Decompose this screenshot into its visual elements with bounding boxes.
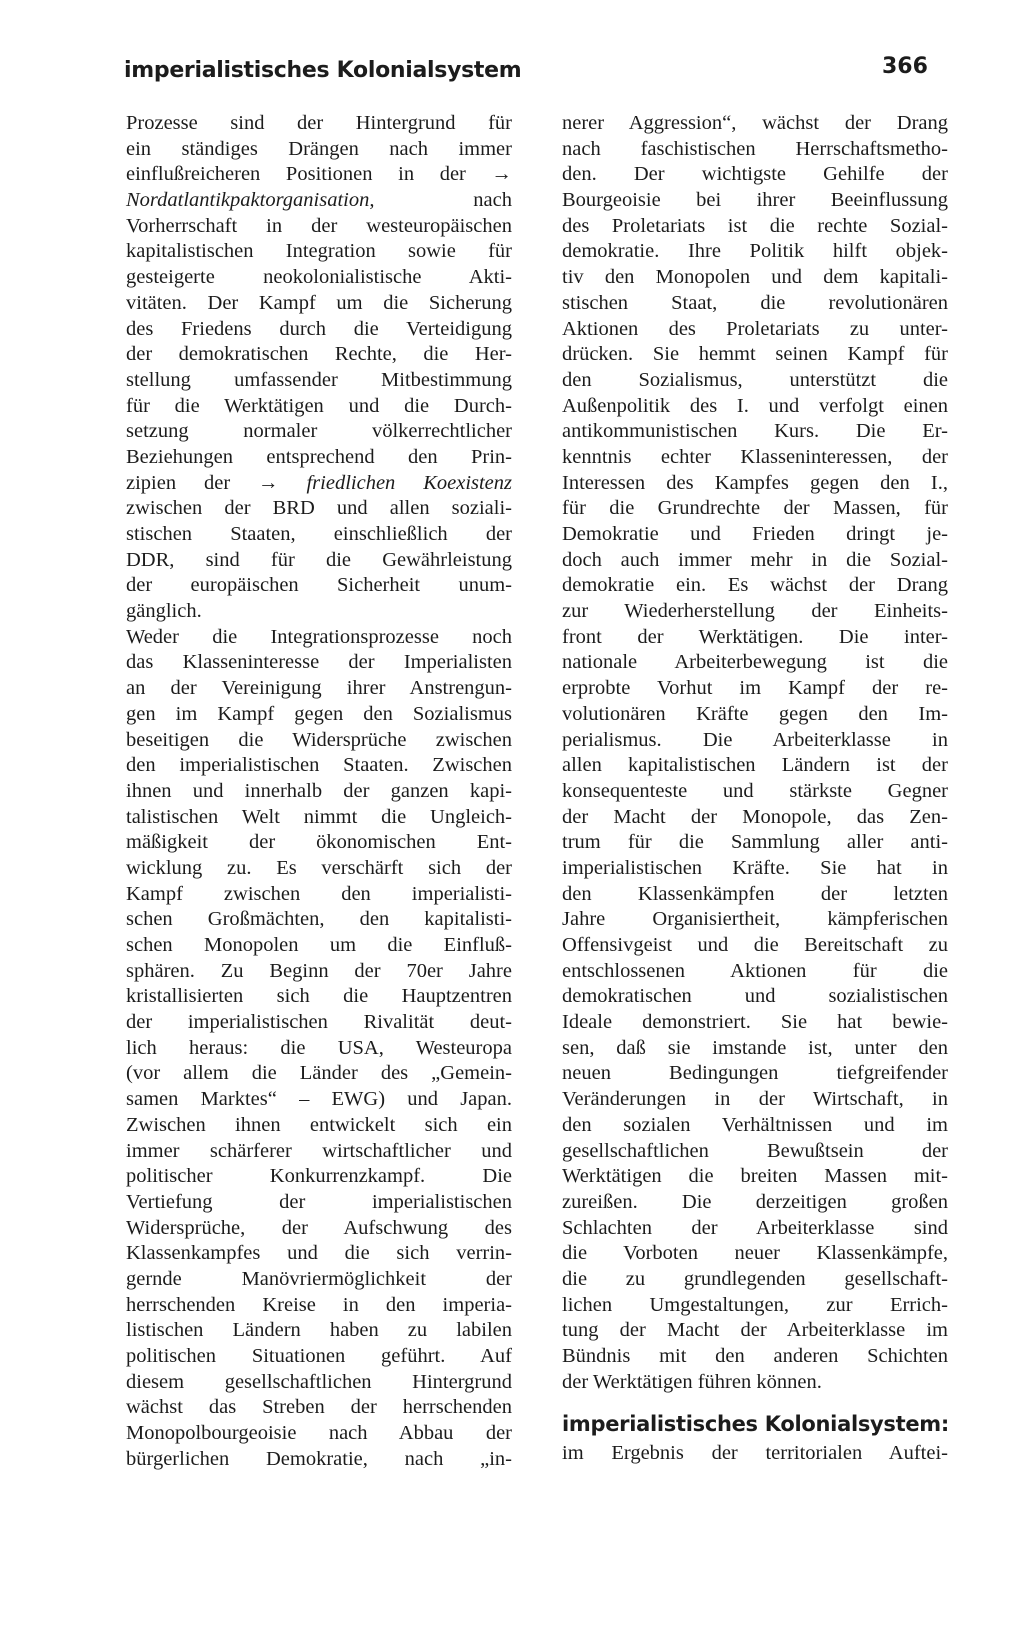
text-line: Prozesse sind der Hintergrund für — [126, 112, 512, 134]
text-line: Demokratie und Frieden dringt je- — [562, 523, 948, 545]
running-header-title: imperialistisches Kolonialsystem — [124, 58, 522, 83]
text-line: doch auch immer mehr in die Sozial- — [562, 548, 948, 571]
text-line: lich heraus: die USA, Westeuropa — [126, 1036, 512, 1059]
text-line: sphären. Zu Beginn der 70er Jahre — [126, 959, 512, 982]
text-line: Weder die Integrationsprozesse noch — [126, 625, 512, 648]
text-line: der europäischen Sicherheit unum- — [126, 574, 512, 597]
text-line: sen, daß sie imstande ist, unter den — [562, 1036, 948, 1059]
text-line: schen Monopolen um die Einfluß- — [126, 934, 512, 956]
text-line: entschlossenen Aktionen für die — [562, 959, 948, 982]
text-line: die zu grundlegenden gesellschaft- — [562, 1267, 948, 1290]
line-text: zipien der → — [126, 471, 307, 494]
text-line: nerer Aggression“, wächst der Drang — [562, 112, 948, 134]
page-number: 366 — [882, 54, 928, 79]
text-line: den imperialistischen Staaten. Zwischen — [126, 754, 512, 777]
text-line: trum für die Sammlung aller anti- — [562, 831, 948, 854]
text-line: diesem gesellschaftlichen Hintergrund — [126, 1370, 512, 1393]
text-line: erprobte Vorhut im Kampf der re- — [562, 677, 948, 700]
text-line: neuen Bedingungen tiefgreifender — [562, 1062, 948, 1085]
text-line: ein ständiges Drängen nach immer — [126, 137, 512, 160]
text-line: immer schärferer wirtschaftlicher und — [126, 1139, 512, 1162]
text-line: Widersprüche, der Aufschwung des — [126, 1216, 512, 1239]
text-line: den. Der wichtigste Gehilfe der — [562, 163, 948, 186]
text-line: Aktionen des Proletariats zu unter- — [562, 317, 948, 340]
text-line: gernde Manövriermöglichkeit der — [126, 1267, 512, 1290]
text-line: der Werktätigen führen können. — [562, 1370, 822, 1393]
text-line: perialismus. Die Arbeiterklasse in — [562, 728, 948, 751]
text-line: Vorherrschaft in der westeuropäischen — [126, 214, 512, 237]
text-line: demokratischen und sozialistischen — [562, 985, 948, 1008]
text-line: den sozialen Verhältnissen und im — [562, 1113, 948, 1136]
text-line: der Macht der Monopole, das Zen- — [562, 805, 948, 828]
right-text-column — [562, 111, 948, 1467]
text-line: bürgerlichen Demokratie, nach „in- — [126, 1447, 512, 1470]
italic-term: friedlichen Koexistenz — [306, 471, 513, 494]
text-line: nach faschistischen Herrschaftsmetho- — [562, 137, 948, 160]
text-line: für die Grundrechte der Massen, für — [562, 497, 948, 520]
text-line: Jahre Organisiertheit, kämpferischen — [562, 908, 948, 931]
text-line: Klassenkampfes und die sich verrin- — [126, 1242, 512, 1265]
text-line: Offensivgeist und die Bereitschaft zu — [562, 934, 948, 956]
text-line: lichen Umgestaltungen, zur Errich- — [562, 1293, 948, 1316]
text-line: den Sozialismus, unterstützt die — [562, 368, 948, 391]
text-line: herrschenden Kreise in den imperia- — [126, 1293, 512, 1316]
text-line: zwischen der BRD und allen soziali- — [126, 497, 512, 520]
text-line: demokratie. Ihre Politik hilft objek- — [562, 240, 948, 263]
text-line: beseitigen die Widersprüche zwischen — [126, 728, 512, 751]
text-line: Werktätigen die breiten Massen mit- — [562, 1165, 948, 1188]
text-line: Bündnis mit den anderen Schichten — [562, 1345, 948, 1367]
text-line: gen im Kampf gegen den Sozialismus — [126, 702, 512, 725]
line-text: nach — [374, 189, 512, 212]
text-line: konsequenteste und stärkste Gegner — [562, 779, 948, 802]
text-line: politischer Konkurrenzkampf. Die — [126, 1165, 512, 1188]
text-line: antikommunistischen Kurs. Die Er- — [562, 420, 948, 443]
text-line: (vor allem die Länder des „Gemein- — [126, 1062, 512, 1085]
text-line: drücken. Sie hemmt seinen Kampf für — [562, 343, 948, 366]
text-line: Kampf zwischen den imperialisti- — [126, 882, 512, 905]
text-line: einflußreicheren Positionen in der → — [126, 163, 512, 186]
text-line: ihnen und innerhalb der ganzen kapi- — [126, 779, 512, 802]
italic-term: Nordatlantikpaktorganisation, — [126, 189, 375, 212]
text-line: die Vorboten neuer Klassenkämpfe, — [562, 1242, 948, 1265]
entry-first-line: im Ergebnis der territorialen Auftei- — [562, 1442, 948, 1465]
text-line: vitäten. Der Kampf um die Sicherung — [126, 291, 512, 314]
text-line: kenntnis echter Klasseninteressen, der — [562, 445, 948, 468]
text-line: das Klasseninteresse der Imperialisten — [126, 651, 512, 674]
text-line: politischen Situationen geführt. Auf — [126, 1345, 512, 1367]
text-line: der imperialistischen Rivalität deut- — [126, 1011, 512, 1034]
text-line: listischen Ländern haben zu labilen — [126, 1319, 512, 1342]
text-line: DDR, sind für die Gewährleistung — [126, 548, 512, 571]
text-line: tung der Macht der Arbeiterklasse im — [562, 1319, 948, 1342]
text-line: zur Wiederherstellung der Einheits- — [562, 600, 948, 623]
text-line: Interessen des Kampfes gegen den I., — [562, 471, 948, 494]
text-line: wächst das Streben der herrschenden — [126, 1396, 512, 1419]
text-line: volutionären Kräfte gegen den Im- — [562, 702, 948, 725]
text-line: an der Vereinigung ihrer Anstrengun- — [126, 677, 512, 700]
text-line: Bourgeoisie bei ihrer Beeinflussung — [562, 189, 948, 212]
text-line: gesteigerte neokolonialistische Akti- — [126, 266, 512, 289]
entry-heading: imperialistisches Kolonialsystem: — [562, 1412, 949, 1437]
text-line: talistischen Welt nimmt die Ungleich- — [126, 805, 512, 828]
left-text-column — [126, 111, 512, 1472]
text-line: tiv den Monopolen und dem kapitali- — [562, 266, 948, 289]
text-line: gänglich. — [126, 600, 202, 623]
text-line: Veränderungen in der Wirtschaft, in — [562, 1088, 948, 1111]
text-line: samen Marktes“ – EWG) und Japan. — [126, 1088, 512, 1111]
text-line: den Klassenkämpfen der letzten — [562, 882, 948, 905]
text-line: des Proletariats ist die rechte Sozial- — [562, 214, 948, 237]
text-line: der demokratischen Rechte, die Her- — [126, 343, 512, 366]
text-line: stischen Staat, die revolutionären — [562, 291, 948, 314]
text-line: Beziehungen entsprechend den Prin- — [126, 445, 512, 468]
text-line: Außenpolitik des I. und verfolgt einen — [562, 394, 948, 417]
text-line: stischen Staaten, einschließlich der — [126, 523, 512, 545]
text-line: Monopolbourgeoisie nach Abbau der — [126, 1422, 512, 1445]
text-line: Schlachten der Arbeiterklasse sind — [562, 1216, 948, 1239]
text-line: des Friedens durch die Verteidigung — [126, 317, 512, 340]
text-line: wicklung zu. Es verschärft sich der — [126, 856, 512, 879]
text-line: kristallisierten sich die Hauptzentren — [126, 985, 512, 1008]
text-line: mäßigkeit der ökonomischen Ent- — [126, 831, 512, 854]
text-line: kapitalistischen Integration sowie für — [126, 240, 512, 263]
text-line: zureißen. Die derzeitigen großen — [562, 1190, 948, 1213]
text-line: allen kapitalistischen Ländern ist der — [562, 754, 948, 777]
text-line: Ideale demonstriert. Sie hat bewie- — [562, 1011, 948, 1034]
text-line: setzung normaler völkerrechtlicher — [126, 420, 512, 443]
text-line — [126, 471, 512, 497]
text-line: stellung umfassender Mitbestimmung — [126, 368, 512, 391]
text-line: demokratie ein. Es wächst der Drang — [562, 574, 948, 597]
text-line — [126, 188, 512, 214]
text-line: imperialistischen Kräfte. Sie hat in — [562, 856, 948, 879]
text-line: für die Werktätigen und die Durch- — [126, 394, 512, 417]
text-line: gesellschaftlichen Bewußtsein der — [562, 1139, 948, 1162]
text-line: Vertiefung der imperialistischen — [126, 1190, 512, 1213]
text-line: Zwischen ihnen entwickelt sich ein — [126, 1113, 512, 1136]
text-line: front der Werktätigen. Die inter- — [562, 625, 948, 648]
text-line: nationale Arbeiterbewegung ist die — [562, 651, 948, 674]
text-line: schen Großmächten, den kapitalisti- — [126, 908, 512, 931]
